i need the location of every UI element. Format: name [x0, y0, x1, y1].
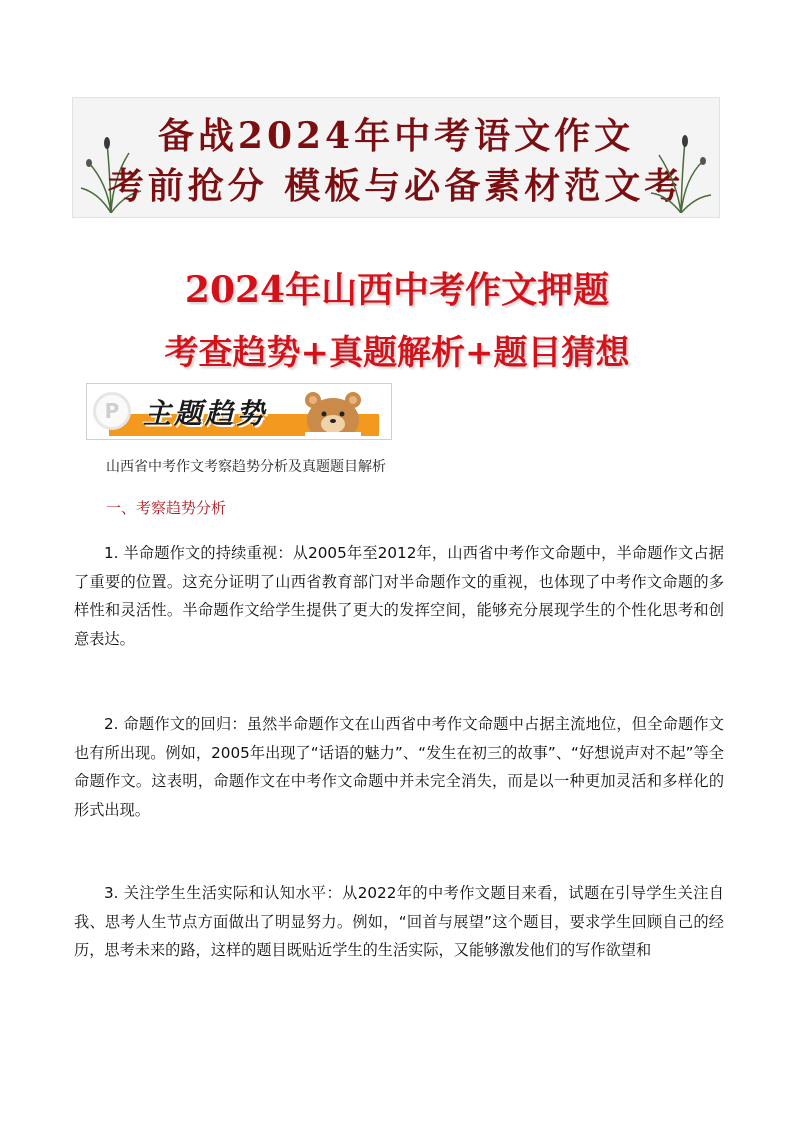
badge-logo-icon: P [93, 392, 131, 430]
document-subtitle: 考查趋势+真题解析+题目猜想 [164, 333, 630, 373]
paragraph-1: 1. 半命题作文的持续重视：从2005年至2012年，山西省中考作文命题中，半命题作文占据了重要的位置。这充分证明了山西省教育部门对半命题作文的重视，也体现了中考作文命题的多样性和灵活性。半命题作文给学生提供了更大的发挥空间，能够充分展现学生的个性化思考和创意表达。 [74, 544, 724, 648]
bear-mascot-icon [301, 386, 365, 440]
banner-line-1: 备战2024年中考语文作文 [157, 115, 635, 157]
paragraph-2: 2. 命题作文的回归：虽然半命题作文在山西省中考作文命题中占据主流地位，但全命题作文也有所出现。例如，2005年出现了“话语的魅力”、“发生在初三的故事”、“好想说声对不起”等全命题作文。这表明，命题作文在中考作文命题中并未完全消失，而是以一种更加灵活和多样化的形式出现。 [74, 715, 724, 819]
document-title: 2024年山西中考作文押题 [184, 269, 610, 311]
intro-line: 山西省中考作文考察趋势分析及真题题目解析 [106, 459, 386, 475]
orchid-illustration [649, 133, 713, 213]
theme-badge [86, 383, 392, 440]
paragraph-3: 3. 关注学生生活实际和认知水平：从2022年的中考作文题目来看，试题在引导学生关注自我、思考人生节点方面做出了明显努力。例如，“回首与展望”这个题目，要求学生回顾自己的经历，思考未来的路，这样的题目既贴近学生的生活实际，又能够激发他们的写作欲望和 [74, 884, 724, 959]
header-banner [72, 97, 720, 218]
badge-label: 主题趋势 [143, 397, 268, 430]
section-heading: 一、考察趋势分析 [106, 499, 227, 517]
banner-line-2: 考前抢分 模板与必备素材范文考 [107, 165, 685, 207]
